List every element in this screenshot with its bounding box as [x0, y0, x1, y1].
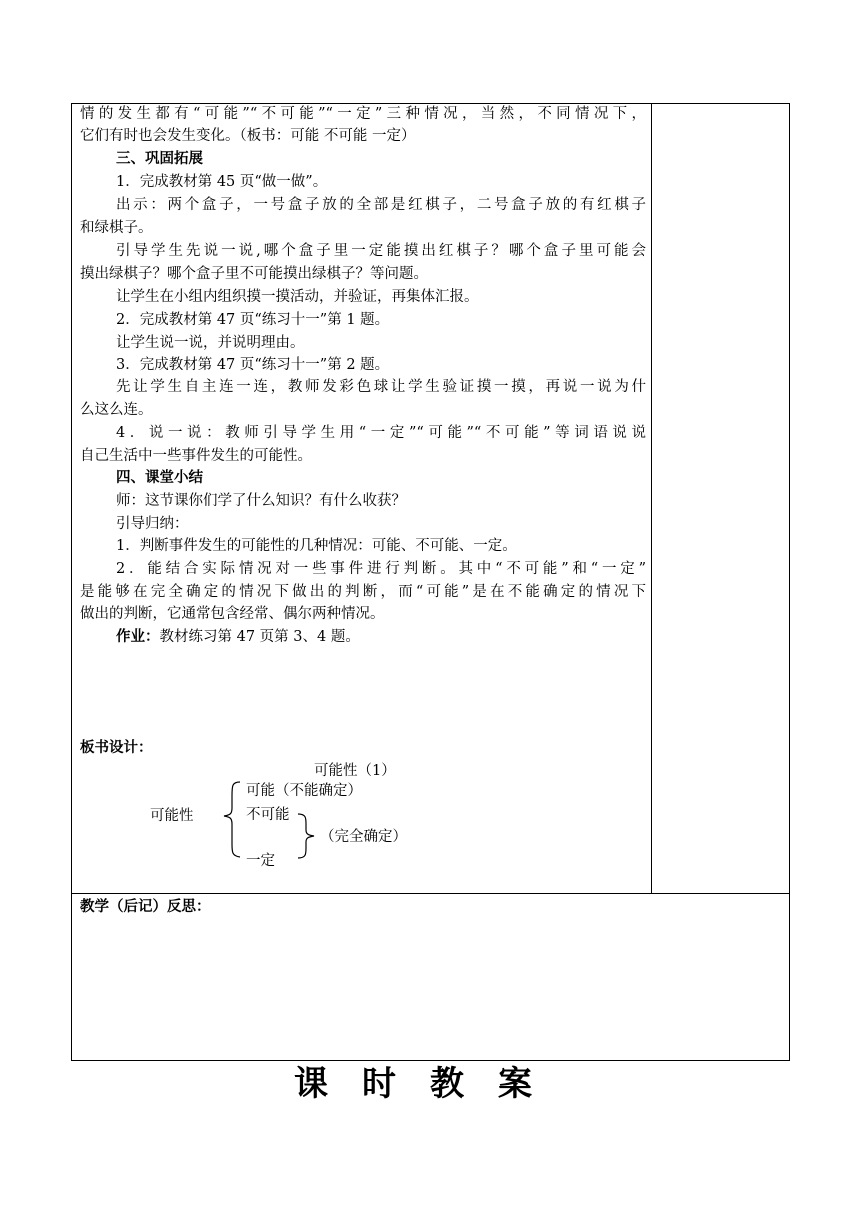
board-design-label: 板书设计：	[80, 739, 153, 756]
lesson-line: 1．完成教材第 45 页“做一做”。	[116, 174, 328, 190]
lesson-line: 它们有时也会发生变化。（板书：可能 不可能 一定）	[80, 128, 416, 144]
homework-text: 教材练习第 47 页第 3、4 题。	[159, 629, 360, 645]
lesson-line: 是能够在完全确定的情况下做出的判断，而“可能”是在不能确定的情况下	[80, 584, 646, 600]
lesson-line: 3．完成教材第 47 页“练习十一”第 2 题。	[116, 357, 390, 373]
reflection-label: 教学（后记）反思：	[80, 898, 211, 915]
lesson-line: 自己生活中一些事件发生的可能性。	[80, 448, 312, 464]
board-branch-certain: 一定	[246, 853, 275, 869]
lesson-line: 情的发生都有“可能”“不可能”“一定”三种情况，当然，不同情况下，	[80, 106, 646, 122]
lesson-line: 2．完成教材第 47 页“练习十一”第 1 题。	[116, 312, 390, 328]
section-heading: 四、课堂小结	[116, 469, 203, 486]
lesson-line: 做出的判断，它通常包含经常、偶尔两种情况。	[80, 606, 385, 622]
lesson-line: 让学生在小组内组织摸一摸活动，并验证，再集体汇报。	[116, 289, 479, 305]
lesson-line: 让学生说一说，并说明理由。	[116, 335, 305, 351]
homework-label: 作业：	[116, 628, 160, 645]
board-root: 可能性	[150, 808, 194, 824]
homework-line	[116, 626, 646, 648]
board-branch-possible: 可能（不能确定）	[246, 783, 362, 799]
row-divider	[72, 893, 789, 894]
lesson-line: 先让学生自主连一连，教师发彩色球让学生验证摸一摸，再说一说为什	[116, 379, 646, 395]
lesson-line: 引导归纳：	[116, 516, 189, 532]
board-branch-impossible: 不可能	[246, 807, 290, 823]
right-brace-icon	[298, 814, 314, 858]
lesson-line: 出示：两个盒子，一号盒子放的全部是红棋子，二号盒子放的有红棋子	[116, 197, 646, 213]
left-brace-icon	[224, 782, 240, 857]
board-group-note: （完全确定）	[320, 829, 407, 845]
lesson-line: 和绿棋子。	[80, 220, 153, 236]
lesson-line: 引导学生先说一说,哪个盒子里一定能摸出红棋子？哪个盒子里可能会	[116, 243, 646, 259]
page-title: 课时教案	[294, 1064, 566, 1104]
column-divider	[651, 104, 652, 894]
lesson-line: 1．判断事件发生的可能性的几种情况：可能、不可能、一定。	[116, 538, 517, 554]
lesson-line: 摸出绿棋子？哪个盒子里不可能摸出绿棋子？等问题。	[80, 266, 428, 282]
lesson-line: 4．说一说：教师引导学生用“一定”“可能”“不可能”等词语说说	[116, 425, 646, 441]
lesson-line: 2．能结合实际情况对一些事件进行判断。其中“不可能”和“一定”	[116, 561, 646, 577]
board-braces	[210, 778, 320, 868]
lesson-line: 么这么连。	[80, 402, 153, 418]
section-heading: 三、巩固拓展	[116, 150, 203, 167]
lesson-line: 师：这节课你们学了什么知识？有什么收获？	[116, 493, 406, 509]
board-title: 可能性（1）	[314, 763, 396, 779]
